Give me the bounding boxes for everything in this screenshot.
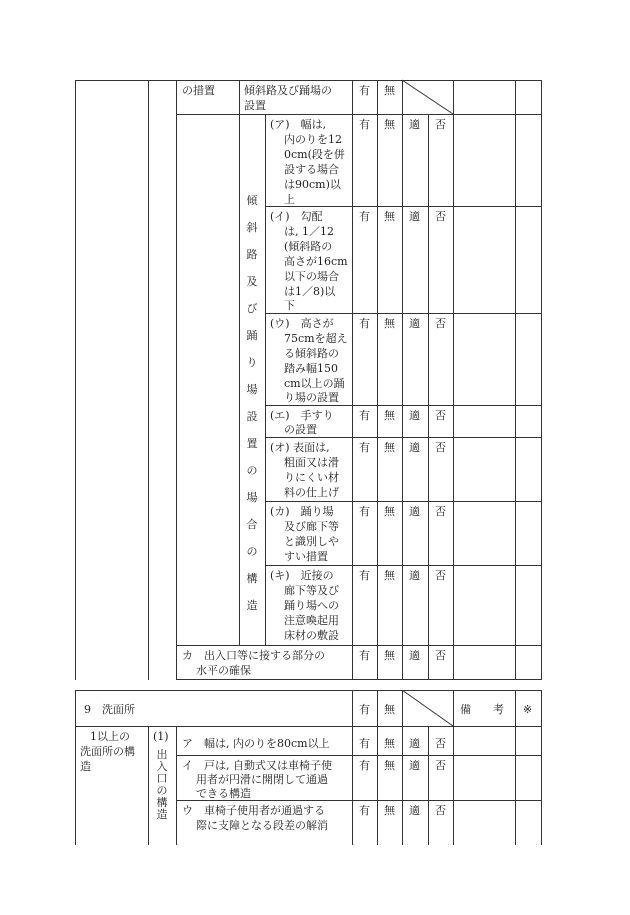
yes-label: 有 (359, 649, 370, 662)
rule (377, 690, 378, 845)
rule (75, 726, 541, 727)
item-text: (キ) 近接の (270, 569, 334, 582)
rule (352, 80, 353, 680)
no-label: 無 (384, 804, 395, 817)
measure-label: の措置 (182, 84, 215, 97)
vertical-char: 出 (156, 748, 168, 761)
item-text: (カ) 踊り場 (270, 505, 334, 518)
item-text: イ 戸は, 自動式又は車椅子使 (182, 759, 332, 772)
vertical-char: 及 (246, 275, 258, 288)
rule (453, 80, 454, 680)
item-text: 内のりを12 (284, 133, 342, 146)
scope-label: 1以上の (90, 730, 130, 743)
vertical-char: 置 (246, 437, 258, 450)
rule (265, 206, 541, 207)
rule (176, 645, 541, 646)
vertical-char: び (246, 302, 258, 315)
rule (176, 679, 541, 680)
rule (541, 80, 542, 680)
rule (428, 726, 429, 845)
rule (148, 726, 149, 845)
nonconform-label: 否 (435, 409, 446, 422)
item-text: (オ) 表面は, (270, 441, 330, 454)
item-text: (エ) 手すり (270, 409, 334, 422)
vertical-char: 場 (246, 383, 258, 396)
yes-label: 有 (359, 84, 370, 97)
item-text: る傾斜路の (284, 347, 339, 360)
item-text: 踏み幅150 (284, 362, 338, 375)
rule (428, 114, 429, 680)
item-text: 料の仕上げ (284, 486, 339, 499)
item-text: は1／8)以 (284, 285, 336, 298)
no-label: 無 (384, 569, 395, 582)
no-label: 無 (384, 703, 395, 716)
vertical-char: 口 (156, 772, 168, 785)
vertical-char: り (246, 356, 258, 369)
item-text: すい措置 (284, 550, 328, 563)
diagonal-slash (402, 690, 453, 726)
yes-label: 有 (359, 317, 370, 330)
conform-label: 適 (409, 804, 420, 817)
rule (265, 313, 541, 314)
vertical-char: 路 (246, 248, 258, 261)
item-text: (傾斜路の (284, 240, 333, 253)
rule (75, 690, 76, 845)
conform-label: 適 (409, 649, 420, 662)
item-text: ウ 車椅子使用者が通過する (182, 804, 325, 817)
item-text: 廊下等及び (284, 584, 339, 597)
item-text: (イ) 勾配 (270, 210, 323, 223)
vertical-char: の (156, 784, 168, 797)
yes-label: 有 (359, 569, 370, 582)
nonconform-label: 否 (435, 505, 446, 518)
scope-label: 洗面所の構 (80, 745, 135, 758)
vertical-char: 踊 (246, 329, 258, 342)
no-label: 無 (384, 649, 395, 662)
yes-label: 有 (359, 804, 370, 817)
rule (176, 80, 177, 680)
conform-label: 適 (409, 569, 420, 582)
conform-label: 適 (409, 409, 420, 422)
item-text: 床材の敷設 (284, 629, 339, 642)
conform-label: 適 (409, 759, 420, 772)
rule (176, 755, 541, 756)
item-text: cm以上の踊 (284, 377, 345, 390)
nonconform-label: 否 (435, 804, 446, 817)
rule (75, 80, 76, 680)
vertical-char: 設 (246, 410, 258, 423)
no-label: 無 (384, 317, 395, 330)
rule (176, 114, 541, 115)
no-label: 無 (384, 441, 395, 454)
vertical-char: 傾 (246, 194, 258, 207)
item-text: と識別しや (284, 535, 339, 548)
vertical-char: の (246, 545, 258, 558)
item-text: り場の設置 (284, 391, 339, 404)
remarks-header: 備 考 (460, 703, 504, 716)
slope-landing-heading-line2: 設置 (244, 99, 266, 112)
item-text: 踊り場への (284, 599, 339, 612)
sub-number: (1) (153, 730, 169, 743)
vertical-char: 造 (156, 808, 168, 821)
item-text: 0cm(段を併 (284, 148, 345, 161)
diagonal-slash (402, 80, 453, 114)
rule (75, 80, 541, 81)
item-text: カ 出入口等に接する部分の (182, 649, 325, 662)
item-text: 粗面又は滑 (284, 456, 339, 469)
nonconform-label: 否 (435, 569, 446, 582)
vertical-char: 構 (156, 796, 168, 809)
conform-label: 適 (409, 118, 420, 131)
conform-label: 適 (409, 317, 420, 330)
nonconform-label: 否 (435, 441, 446, 454)
no-label: 無 (384, 759, 395, 772)
item-text: は, 1／12 (284, 225, 334, 238)
yes-label: 有 (359, 409, 370, 422)
item-text: りにくい材 (284, 471, 339, 484)
yes-label: 有 (359, 703, 370, 716)
section-title: 9 洗面所 (84, 703, 135, 716)
no-label: 無 (384, 118, 395, 131)
item-text: 際に支障となる段差の解消 (196, 819, 328, 832)
item-text: (ウ) 高さが (270, 317, 334, 330)
yes-label: 有 (359, 441, 370, 454)
nonconform-label: 否 (435, 759, 446, 772)
yes-label: 有 (359, 210, 370, 223)
nonconform-label: 否 (435, 317, 446, 330)
no-label: 無 (384, 409, 395, 422)
rule (515, 690, 516, 845)
vertical-char: 斜 (246, 221, 258, 234)
conform-label: 適 (409, 441, 420, 454)
rule (352, 690, 353, 845)
vertical-char: の (246, 464, 258, 477)
rule (402, 80, 403, 680)
rule (265, 565, 541, 566)
yes-label: 有 (359, 737, 370, 750)
rule (265, 437, 541, 438)
item-text: 上 (284, 193, 295, 206)
yes-label: 有 (359, 118, 370, 131)
item-text: 高さが16cm (284, 255, 348, 268)
item-text: 用者が円滑に開閉して通過 (196, 773, 328, 786)
nonconform-label: 否 (435, 649, 446, 662)
conform-label: 適 (409, 210, 420, 223)
no-label: 無 (384, 505, 395, 518)
rule (453, 690, 454, 845)
vertical-char: 合 (246, 518, 258, 531)
conform-label: 適 (409, 737, 420, 750)
yes-label: 有 (359, 759, 370, 772)
item-text: の設置 (284, 423, 317, 436)
item-text: 下 (284, 299, 295, 312)
slope-landing-heading-line1: 傾斜路及び踊場の (244, 84, 332, 97)
scope-label: 造 (80, 760, 91, 773)
mark-header: ※ (523, 703, 533, 716)
vertical-char: 場 (246, 491, 258, 504)
vertical-char: 入 (156, 760, 168, 773)
nonconform-label: 否 (435, 210, 446, 223)
vertical-char: 造 (246, 599, 258, 612)
rule (515, 80, 516, 680)
no-label: 無 (384, 737, 395, 750)
no-label: 無 (384, 210, 395, 223)
rule (176, 726, 177, 845)
rule (541, 690, 542, 845)
item-text: ア 幅は, 内のりを80cm以上 (182, 737, 330, 750)
item-text: 以下の場合 (284, 270, 339, 283)
rule (75, 690, 541, 691)
rule (239, 80, 240, 115)
item-text: 設する場合 (284, 163, 339, 176)
rule (265, 501, 541, 502)
rule (377, 80, 378, 680)
item-text: は90cm)以 (284, 178, 341, 191)
rule (148, 80, 149, 680)
item-text: 注意喚起用 (284, 614, 339, 627)
item-text: 水平の確保 (196, 664, 251, 677)
item-text: (ア) 幅は, (270, 118, 327, 131)
item-text: 75cmを超え (284, 332, 348, 345)
conform-label: 適 (409, 505, 420, 518)
item-text: できる構造 (196, 787, 251, 800)
item-text: 及び廊下等 (284, 520, 339, 533)
rule (265, 114, 266, 646)
yes-label: 有 (359, 505, 370, 518)
nonconform-label: 否 (435, 737, 446, 750)
nonconform-label: 否 (435, 118, 446, 131)
rule (239, 114, 240, 646)
no-label: 無 (384, 84, 395, 97)
vertical-char: 構 (246, 572, 258, 585)
rule (265, 405, 541, 406)
